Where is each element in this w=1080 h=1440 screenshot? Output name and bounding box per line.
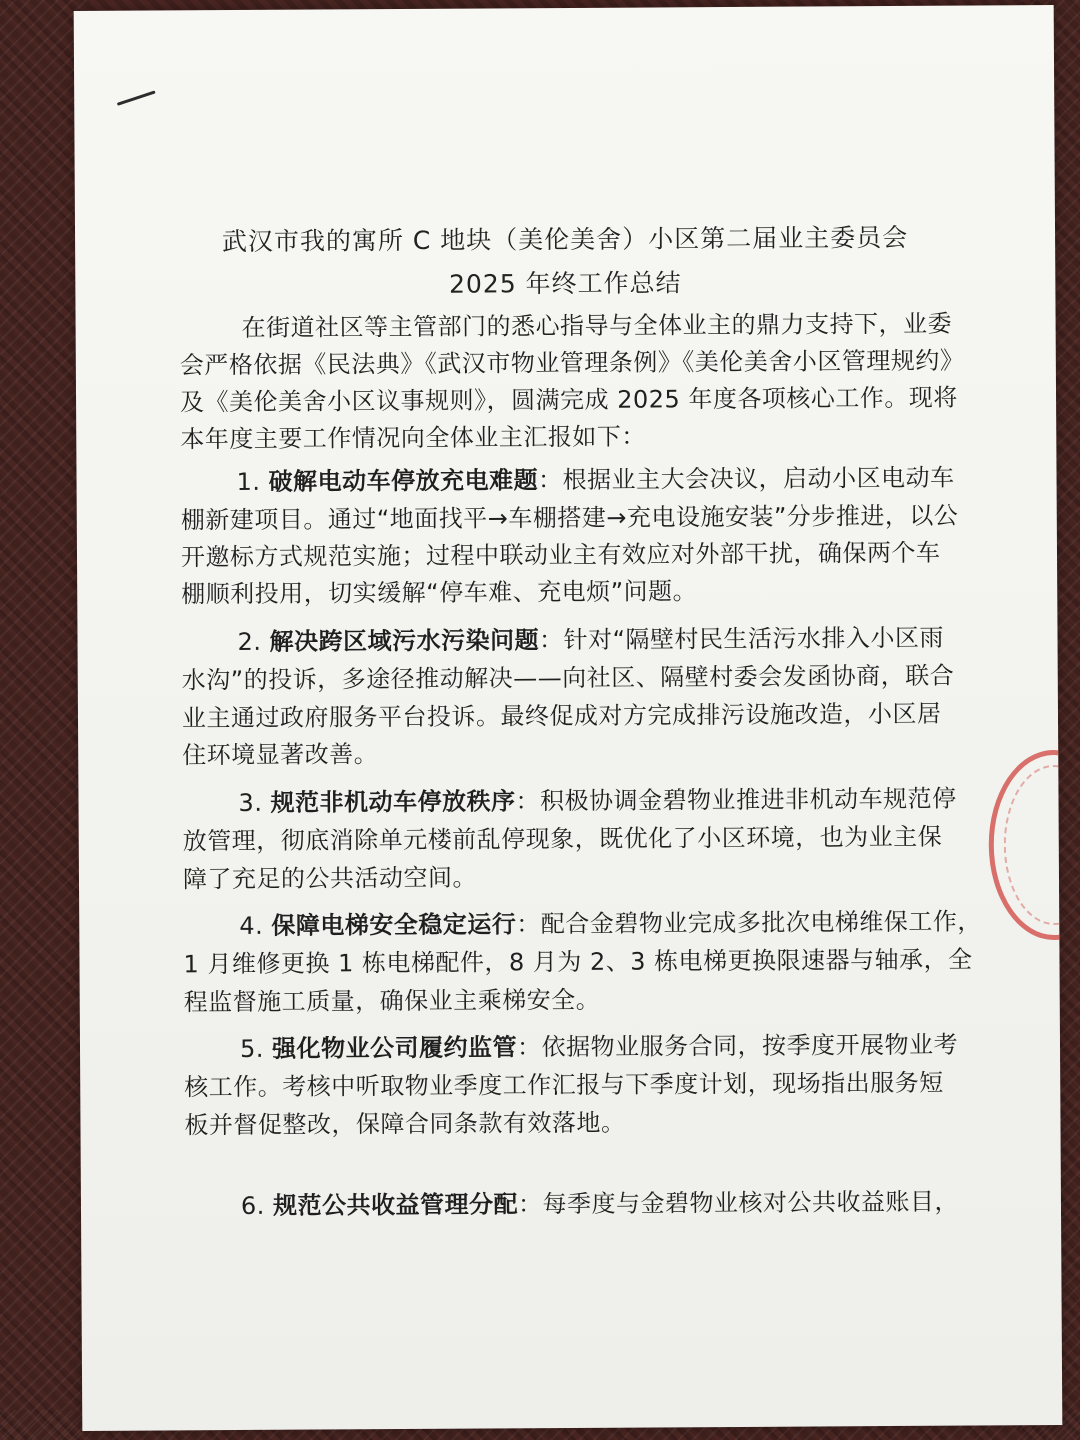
item-line: 1 月维修更换 1 栋电梯配件，8 月为 2、3 栋电梯更换限速器与轴承，全: [183, 945, 973, 979]
item-heading: 规范非机动车停放秩序: [270, 787, 516, 817]
item-number: 2.: [237, 627, 262, 657]
item-heading: 保障电梯安全稳定运行: [271, 910, 517, 940]
item-number: 3.: [238, 788, 263, 818]
item-2-first-line: [237, 623, 1062, 657]
item-4-first-line: [239, 907, 1062, 941]
item-line: 核工作。考核中听取物业季度工作汇报与下季度计划，现场指出服务短: [184, 1068, 944, 1102]
item-line: 程监督施工质量，确保业主乘梯安全。: [183, 985, 601, 1017]
item-line: 住环境显著改善。: [182, 740, 379, 770]
item-number: 1.: [236, 467, 261, 497]
item-line: 棚顺利投用，切实缓解“停车难、充电烦”问题。: [181, 577, 698, 609]
document-title-line-1: 武汉市我的寓所 C 地块（美伦美舍）小区第二届业主委员会: [221, 222, 909, 257]
item-heading: 破解电动车停放充电难题: [268, 466, 539, 496]
item-line: 板并督促整改，保障合同条款有效落地。: [184, 1108, 626, 1140]
item-6-first-line: [241, 1187, 1062, 1221]
item-line: 业主通过政府服务平台投诉。最终促成对方完成排污设施改造，小区居: [181, 699, 942, 733]
item-text: ：根据业主大会决议，启动小区电动车: [538, 463, 955, 495]
item-text: ：针对“隔壁村民生活污水排入小区雨: [538, 623, 945, 655]
item-number: 4.: [239, 911, 264, 941]
item-line: 棚新建项目。通过“地面找平→车棚搭建→充电设施安装”分步推进，以公: [180, 501, 959, 535]
intro-line: 会严格依据《民法典》《武汉市物业管理条例》《美伦美舍小区管理规约》: [179, 346, 965, 380]
item-line: 放管理，彻底消除单元楼前乱停现象，既优化了小区环境，也为业主保: [182, 822, 943, 856]
item-heading: 规范公共收益管理分配: [272, 1190, 519, 1220]
item-text: ：积极协调金碧物业推进非机动车规范停: [515, 784, 957, 816]
item-line: 水沟”的投诉，多途径推动解决——向社区、隔壁村委会发函协商，联合: [181, 661, 955, 695]
item-text: ：每季度与金碧物业核对公共收益账目，: [517, 1187, 960, 1219]
pen-mark: [117, 90, 156, 105]
item-text: ：配合金碧物业完成多批次电梯维保工作，: [516, 907, 982, 939]
item-heading: 解决跨区域污水污染问题: [269, 626, 540, 656]
intro-line: 及《美伦美舍小区议事规则》，圆满完成 2025 年度各项核心工作。现将: [179, 383, 958, 417]
item-line: 开邀标方式规范实施；过程中联动业主有效应对外部干扰，确保两个车: [180, 538, 941, 572]
intro-line: 在街道社区等主管部门的悉心指导与全体业主的鼎力支持下，业委: [241, 309, 953, 342]
item-number: 5.: [239, 1034, 265, 1064]
intro-line: 本年度主要工作情况向全体业主汇报如下：: [180, 422, 646, 454]
item-5-first-line: [240, 1030, 1062, 1064]
item-1-first-line: [236, 463, 1062, 497]
item-number: 6.: [240, 1191, 265, 1221]
item-heading: 强化物业公司履约监管: [271, 1033, 518, 1063]
item-text: ：依据物业服务合同，按季度开展物业考: [516, 1030, 959, 1062]
document-page: [74, 5, 1063, 1431]
item-3-first-line: [238, 784, 1062, 818]
item-line: 障了充足的公共活动空间。: [182, 863, 478, 894]
document-title-line-2: 2025 年终工作总结: [448, 268, 682, 299]
